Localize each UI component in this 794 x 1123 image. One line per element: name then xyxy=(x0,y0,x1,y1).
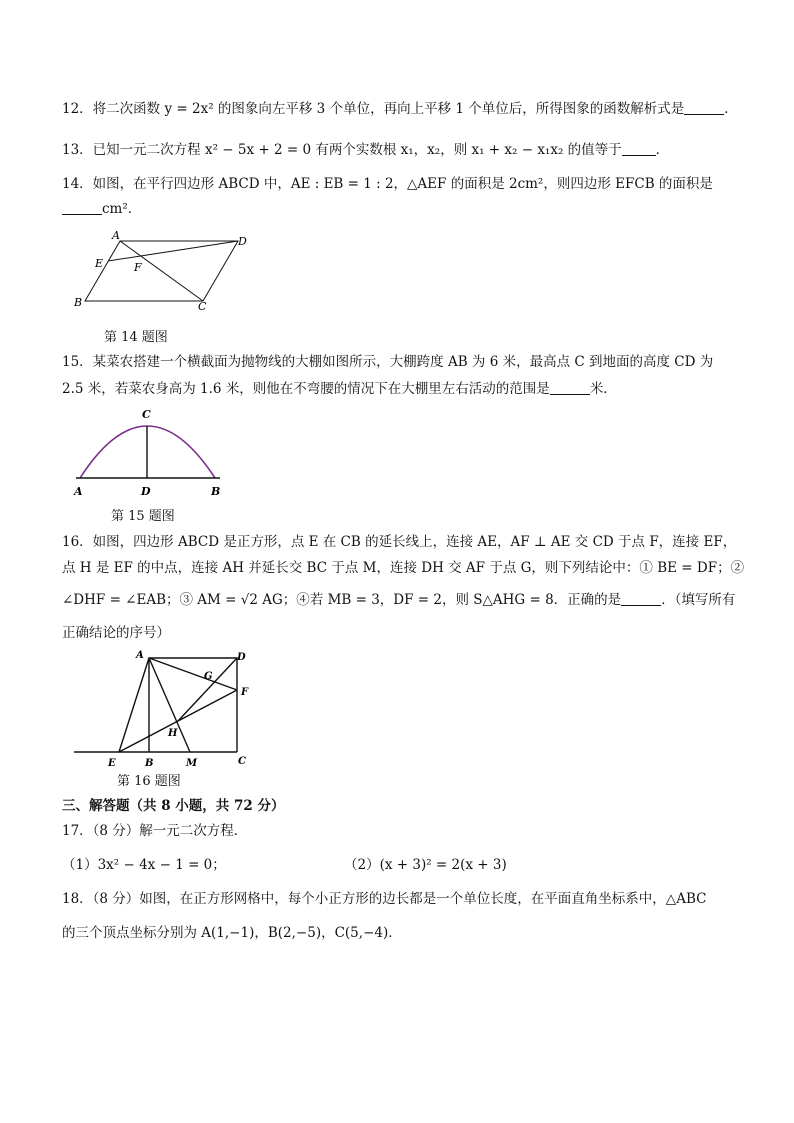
question-16-line-1: 16．如图，四边形 ABCD 是正方形，点 E 在 CB 的延长线上，连接 AE，AF ⊥ AE 交 CD 于点 F，连接 EF， xyxy=(62,534,737,550)
label-a: A xyxy=(136,650,144,661)
question-17-parts xyxy=(62,855,742,875)
question-16-end: ．（填写所有 xyxy=(661,592,736,608)
question-12-text: 12．将二次函数 y = 2x² 的图象向左平移 3 个单位，再向上平移 1 个单位后，所得图象的函数解析式是 xyxy=(62,101,685,117)
answer-blank-12[interactable] xyxy=(684,100,724,115)
label-b: B xyxy=(145,758,154,769)
question-16-line-4: 正确结论的序号） xyxy=(62,625,170,641)
question-15-text: 2.5 米，若菜农身高为 1.6 米，则他在不弯腰的情况下在大棚里左右活动的范围是 xyxy=(62,381,550,397)
diagonal-ac xyxy=(120,241,203,301)
question-15-line-2 xyxy=(62,379,742,399)
label-d: D xyxy=(141,485,151,498)
label-a: A xyxy=(112,229,120,242)
question-17-part-2: （2）(x + 3)² = 2(x + 3) xyxy=(344,857,507,873)
label-f: F xyxy=(134,261,142,274)
question-12 xyxy=(62,99,742,119)
label-m: M xyxy=(186,758,198,769)
answer-blank-13[interactable] xyxy=(622,141,656,156)
label-f: F xyxy=(241,687,249,698)
question-13 xyxy=(62,140,742,160)
segment-dh xyxy=(178,658,237,721)
question-16-text: ∠DHF = ∠EAB；③ AM = √2 AG；④若 MB = 3，DF = 2，则 S△AHG = 8．正确的是 xyxy=(62,592,622,608)
label-c: C xyxy=(238,756,246,767)
figure-14 xyxy=(70,228,260,318)
question-18-line-2: 的三个顶点坐标分别为 A(1,−1)，B(2,−5)，C(5,−4)． xyxy=(62,925,402,941)
figure-15 xyxy=(70,404,230,502)
question-17-title: 17．（8 分）解一元二次方程． xyxy=(62,823,248,839)
answer-blank-16[interactable] xyxy=(621,591,661,606)
answer-blank-14[interactable] xyxy=(62,200,102,215)
figure-16-caption: 第 16 题图 xyxy=(117,774,181,789)
label-e: E xyxy=(95,257,104,270)
question-14-line-2 xyxy=(62,199,742,219)
label-e: E xyxy=(108,758,116,769)
question-16-line-2: 点 H 是 EF 的中点，连接 AH 并延长交 BC 于点 M，连接 DH 交 AF 于点 G，则下列结论中：① BE = DF；② xyxy=(62,560,745,576)
label-g: G xyxy=(204,671,213,682)
answer-blank-15[interactable] xyxy=(550,380,590,395)
question-18-line-1: 18．（8 分）如图，在正方形网格中，每个小正方形的边长都是一个单位长度，在平面直角坐标系中，△ABC xyxy=(62,891,707,907)
figure-14-caption: 第 14 题图 xyxy=(104,330,168,345)
question-12-end: ． xyxy=(724,101,738,117)
question-17-part-1: （1）3x² − 4x − 1 = 0； xyxy=(62,857,226,873)
figure-16 xyxy=(70,648,270,772)
question-16-line-3 xyxy=(62,590,742,610)
label-d: D xyxy=(237,652,246,663)
question-15-unit: 米． xyxy=(589,381,617,397)
question-14-unit: cm²． xyxy=(102,201,142,217)
question-15-line-1: 15．某菜农搭建一个横截面为抛物线的大棚如图所示，大棚跨度 AB 为 6 米，最高点 C 到地面的高度 CD 为 xyxy=(62,354,714,370)
segment-ed xyxy=(108,241,238,261)
label-c: C xyxy=(198,300,207,313)
question-13-end: ． xyxy=(655,142,670,158)
label-a: A xyxy=(74,485,83,498)
label-d: D xyxy=(238,235,247,248)
figure-15-caption: 第 15 题图 xyxy=(111,509,175,524)
question-13-text: 13．已知一元二次方程 x² − 5x + 2 = 0 有两个实数根 x₁，x₂，则 x₁ + x₂ − x₁x₂ 的值等于 xyxy=(62,142,622,158)
label-c: C xyxy=(142,408,151,421)
segment-af xyxy=(149,658,237,690)
label-b: B xyxy=(74,296,83,309)
label-b: B xyxy=(211,485,221,498)
section-3-heading: 三、解答题（共 8 小题，共 72 分） xyxy=(62,798,285,814)
question-14-line-1: 14．如图，在平行四边形 ABCD 中，AE : EB = 1 : 2，△AEF 的面积是 2cm²，则四边形 EFCB 的面积是 xyxy=(62,176,713,192)
label-h: H xyxy=(168,728,178,739)
